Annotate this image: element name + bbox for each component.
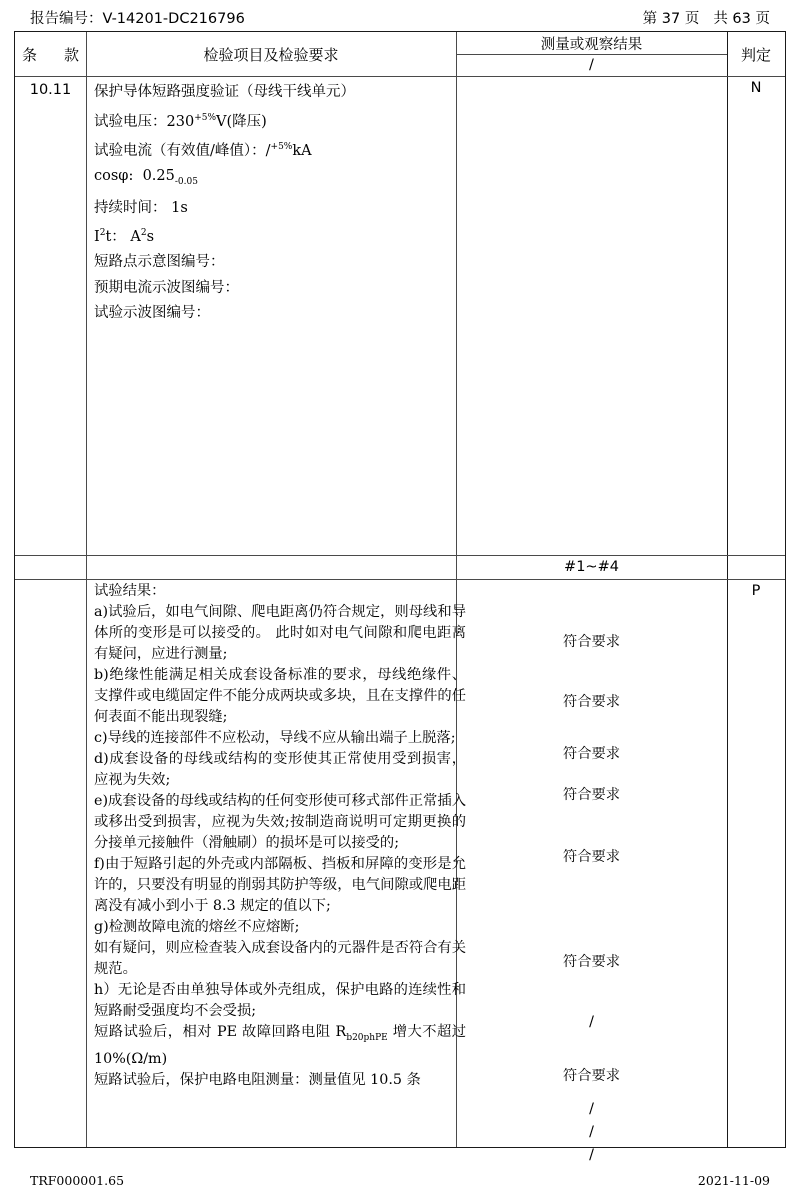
spec-i2t xyxy=(94,221,450,250)
result-item-a: a)试验后，如电气间隙、爬电距离仍符合规定，则母线和导体所的变形是可以接受的。 此时如对电气间隙和爬电距离有疑问，应进行测量; xyxy=(94,604,466,662)
spec-test-waveform: 试验示波图编号： xyxy=(94,305,210,322)
report-number xyxy=(30,7,245,28)
result-value-h: 符合要求 xyxy=(562,1068,621,1084)
column-header-result-sub: / xyxy=(589,57,594,73)
column-header-verdict: 判定 xyxy=(740,45,771,64)
spec-i2t-mid: t： xyxy=(105,228,126,245)
result-value-resistance: / xyxy=(589,1147,594,1163)
spec-i2t-label: I xyxy=(94,228,100,245)
result-item-g: g)检测故障电流的熔丝不应熔断; xyxy=(94,919,300,935)
column-divider-clause xyxy=(86,32,87,1147)
verdict-value-upper: N xyxy=(750,80,762,96)
spec-test-voltage-unit: V(降压) xyxy=(216,113,267,130)
results-title: 试验结果： xyxy=(94,583,166,599)
spec-test-voltage-label: 试验电压： xyxy=(94,113,167,130)
spec-cos-phi-label: cosφ: xyxy=(94,168,134,185)
row-divider-header xyxy=(15,76,785,77)
result-item-h: h）无论是否由单独导体或外壳组成，保护电路的连续性和短路耐受强度均不会受损; xyxy=(94,982,466,1019)
spec-test-current-value: / xyxy=(265,142,271,159)
spec-duration-value: 1s xyxy=(171,199,188,216)
column-header-test-item: 检验项目及检验要求 xyxy=(203,45,339,64)
spec-cos-phi-value: 0.25 xyxy=(142,168,175,185)
spec-title: 保护导体短路强度验证（母线干线单元） xyxy=(94,84,355,100)
result-pe-resistance-subscript: b20phPE xyxy=(346,1032,388,1043)
result-pe-resistance-prefix: 短路试验后，相对 PE 故障回路电阻 R xyxy=(94,1024,347,1040)
spec-short-point-diagram: 短路点示意图编号： xyxy=(94,254,225,271)
spec-duration xyxy=(94,196,450,222)
result-pe-resistance xyxy=(94,1022,466,1070)
page-current: 第 37 页 xyxy=(642,10,700,27)
sample-range-marker: #1~#4 xyxy=(564,559,619,575)
test-specification-block xyxy=(94,80,450,327)
document-code: TRF000001.65 xyxy=(30,1172,125,1188)
page-header xyxy=(30,6,770,28)
spec-i2t-value-unit: s xyxy=(146,228,155,245)
spec-duration-label: 持续时间： xyxy=(94,199,167,216)
page-total: 共 63 页 xyxy=(713,10,770,27)
result-item-c: c)导线的连接部件不应松动，导线不应从输出端子上脱落; xyxy=(94,730,456,746)
result-pe-resistance-suffix: 增大不超过 10%(Ω/m) xyxy=(94,1024,467,1067)
spec-test-current-unit: kA xyxy=(292,142,312,159)
spec-cos-phi xyxy=(94,164,450,195)
result-value-pe-2: / xyxy=(589,1124,594,1140)
row-divider-below-marker xyxy=(15,579,785,580)
spec-cos-phi-tolerance: -0.05 xyxy=(174,177,198,188)
result-protective-circuit-resistance: 短路试验后，保护电路电阻测量：测量值见 10.5 条 xyxy=(94,1071,421,1088)
document-date: 2021-11-09 xyxy=(697,1172,770,1188)
test-results-block xyxy=(94,581,466,1091)
result-value-f: 符合要求 xyxy=(562,954,621,970)
result-value-pe-1: / xyxy=(589,1101,594,1117)
inspection-table xyxy=(14,31,786,1163)
result-item-note: 如有疑问，则应检查装入成套设备内的元器件是否符合有关规范。 xyxy=(94,940,466,977)
result-item-e: e)成套设备的母线或结构的任何变形使可移式部件正常插入或移出受到损害，应视为失效;按制造商说明可定期更换的分接单元接触件（滑触刷）的损坏是可以接受的; xyxy=(94,793,466,851)
result-value-a: 符合要求 xyxy=(562,634,621,650)
spec-i2t-value-exponent: 2 xyxy=(140,228,147,239)
spec-test-voltage xyxy=(94,106,450,135)
result-value-note: / xyxy=(589,1014,594,1030)
result-value-e: 符合要求 xyxy=(562,849,621,865)
spec-test-voltage-value: 230 xyxy=(166,113,195,130)
column-header-clause: 条 款 xyxy=(21,45,85,64)
spec-i2t-exponent: 2 xyxy=(99,228,106,239)
result-value-d: 符合要求 xyxy=(562,787,621,803)
page-footer xyxy=(30,1170,770,1190)
page-indicator xyxy=(643,7,770,28)
result-item-f: f)由于短路引起的外壳或内部隔板、挡板和屏障的变形是允许的，只要没有明显的削弱其防护等级，电气间隙或爬电距离没有减小到小于 8.3 规定的值以下; xyxy=(94,856,466,914)
table-header-row xyxy=(15,32,785,76)
result-item-d: d)成套设备的母线或结构的变形使其正常使用受到损害，应视为失效; xyxy=(94,751,466,788)
spec-test-current-label: 试验电流（有效值/峰值）： xyxy=(94,142,266,159)
column-header-result: 测量或观察结果 xyxy=(540,36,643,53)
report-number-value: V-14201-DC216796 xyxy=(102,10,245,27)
result-value-c: 符合要求 xyxy=(562,746,621,762)
verdict-value-lower: P xyxy=(751,583,761,599)
result-value-b: 符合要求 xyxy=(562,694,621,710)
clause-number: 10.11 xyxy=(29,82,72,98)
spec-expected-current-waveform: 预期电流示波图编号： xyxy=(94,279,239,296)
spec-test-voltage-tolerance: +5% xyxy=(194,112,217,123)
spec-test-current xyxy=(94,135,450,164)
report-number-label: 报告编号： xyxy=(30,10,103,27)
result-item-b: b)绝缘性能满足相关成套设备标准的要求，母线绝缘件、支撑件或电缆固定件不能分成两块或多块，且在支撑件的任何表面不能出现裂缝; xyxy=(94,667,466,725)
spec-i2t-value: A xyxy=(130,228,141,245)
spec-test-current-tolerance: +5% xyxy=(270,141,293,152)
